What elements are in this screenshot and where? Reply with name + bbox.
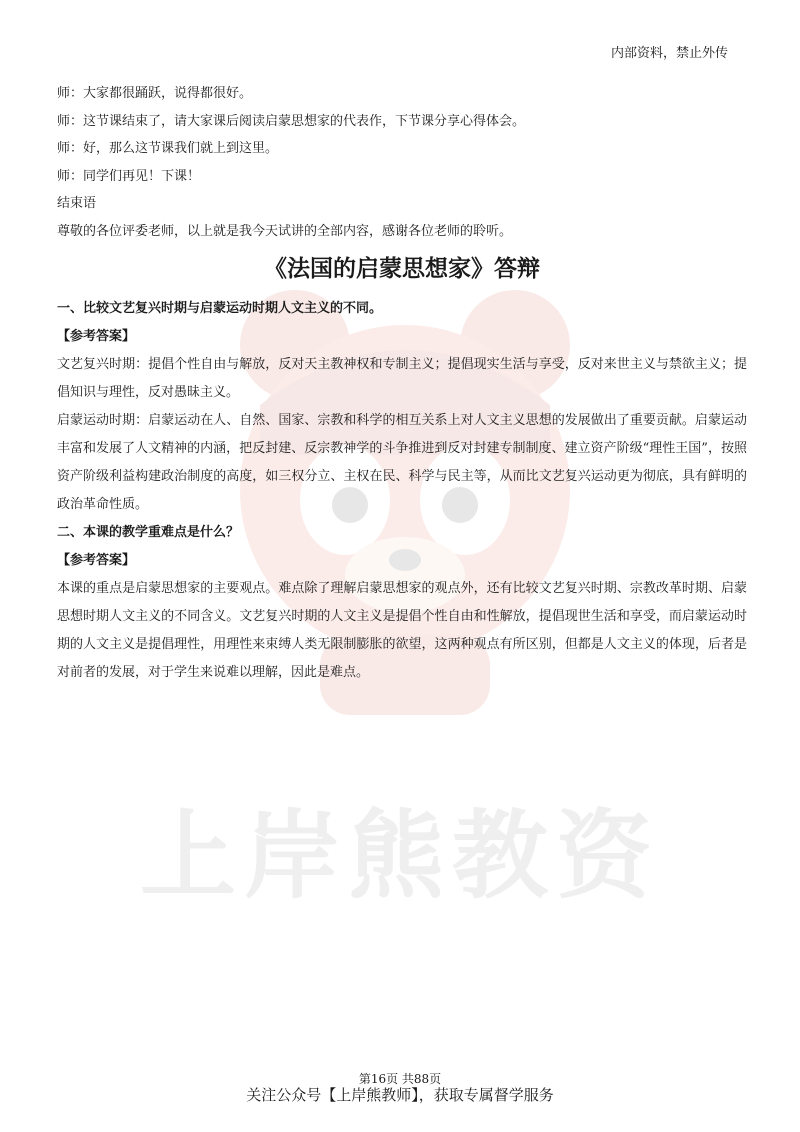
question-heading: 二、本课的教学重难点是什么？ — [57, 525, 240, 540]
dialogue-line: 师：好，那么这节课我们就上到这里。 — [57, 141, 279, 156]
brand-watermark: 上岸熊教资 — [140, 800, 660, 912]
confidential-note: 内部资料，禁止外传 — [610, 46, 728, 61]
closing-remarks: 尊敬的各位评委老师，以上就是我今天试讲的全部内容，感谢各位老师的聆听。 — [57, 223, 513, 239]
closing-heading: 结束语 — [57, 196, 97, 211]
answer-paragraph: 启蒙运动时期：启蒙运动在人、自然、国家、宗教和科学的相互关系上对人文主义思想的发展做出了重要贡献。启蒙运动丰富和发展了人文精神的内涵，把反封建、反宗教神学的斗争推进到反对封建专制制度、建立资产阶级“理性王国”，按照资产阶级利益构建政治制度的高度，如三权分立、主权在民、科学与民主等，从而比文艺复兴运动更为彻底，具有鲜明的政治革命性质。 — [57, 413, 747, 512]
dialogue-line: 师：大家都很踊跃，说得都很好。 — [57, 86, 253, 101]
document-body — [57, 80, 747, 687]
promo-text: 关注公众号【上岸熊教师】，获取专属督学服务 — [246, 1086, 554, 1104]
answer-label: 【参考答案】 — [57, 553, 136, 568]
page-footer — [0, 1072, 800, 1104]
defense-title: 《法国的启蒙思想家》答辩 — [264, 256, 540, 282]
question-heading: 一、比较文艺复兴时期与启蒙运动时期人文主义的不同。 — [57, 301, 383, 316]
answer-paragraph: 本课的重点是启蒙思想家的主要观点。难点除了理解启蒙思想家的观点外，还有比较文艺复兴时期、宗教改革时期、启蒙思想时期人文主义的不同含义。文艺复兴时期的人文主义是提倡个性自由和性解放，提倡现世生活和享受，而启蒙运动时期的人文主义是提倡理性，用理性来束缚人类无限制膨胀的欲望，这两种观点有所区别，但都是人文主义的体现，后者是对前者的发展，对于学生来说难以理解，因此是难点。 — [57, 581, 747, 680]
question-block — [57, 295, 747, 519]
answer-paragraph: 文艺复兴时期：提倡个性自由与解放，反对天主教神权和专制主义；提倡现实生活与享受，反对来世主义与禁欲主义；提倡知识与理性，反对愚昧主义。 — [57, 357, 747, 400]
dialogue-line: 师：同学们再见！下课！ — [57, 168, 201, 184]
dialogue-line: 师：这节课结束了，请大家课后阅读启蒙思想家的代表作，下节课分享心得体会。 — [57, 113, 526, 129]
answer-label: 【参考答案】 — [57, 329, 136, 344]
dialogue-section — [57, 80, 747, 245]
question-block — [57, 519, 747, 687]
page-number: 第16页 共88页 — [358, 1072, 442, 1086]
